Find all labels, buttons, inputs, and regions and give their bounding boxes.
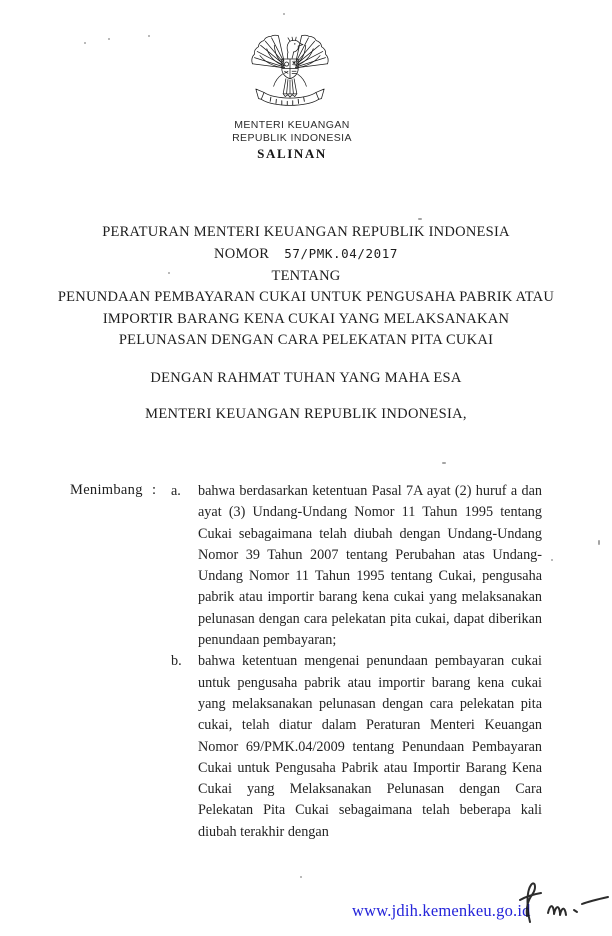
number-value: 57/PMK.04/2017	[284, 246, 398, 262]
about-label: TENTANG	[271, 267, 341, 284]
subject-line-3: PELUNASAN DENGAN CARA PELEKATAN PITA CUKAI	[118, 332, 494, 349]
scan-speck	[418, 218, 422, 220]
jdih-kemenkeu-link[interactable]: www.jdih.kemenkeu.go.id	[352, 901, 531, 920]
scan-speck	[84, 42, 86, 44]
handwritten-pen-mark	[518, 880, 610, 928]
scan-speck	[442, 462, 446, 464]
considering-item-b	[171, 651, 542, 843]
considering-separator: :	[152, 482, 157, 498]
considering-label: Menimbang	[70, 482, 143, 498]
regulation-title-line: PERATURAN MENTERI KEUANGAN REPUBLIK INDONESIA	[102, 224, 510, 240]
item-marker: b.	[171, 653, 182, 670]
number-label: NOMOR	[214, 246, 270, 263]
scan-speck	[108, 38, 110, 40]
considering-items	[171, 481, 542, 843]
scan-speck	[300, 876, 302, 878]
copy-stamp: SALINAN	[257, 146, 327, 161]
regulation-title-block	[3, 222, 609, 351]
invocation-line: DENGAN RAHMAT TUHAN YANG MAHA ESA	[150, 370, 462, 386]
item-text: bahwa berdasarkan ketentuan Pasal 7A ayat (2) huruf a dan ayat (3) Undang-Undang Nomor 11 Tahun 1995 tentang Cukai sebagaimana telah diubah dengan Undang-Undang Nomor 39 Tahun 2007 tentang Perubahan atas Undang-Undang Nomor 11 Tahun 1995 tentang Cukai, pengusaha pabrik atau importir barang kena cukai yang melaksanakan pelunasan dengan cara pelekatan pita cukai, dapat diberikan penundaan pembayaran;	[198, 483, 542, 649]
ministry-name	[142, 119, 442, 144]
ministry-line1: MENTERI KEUANGAN	[234, 119, 350, 131]
scan-speck	[598, 540, 600, 545]
scan-speck	[551, 559, 553, 561]
item-marker: a.	[171, 483, 181, 499]
subject-line-2: IMPORTIR BARANG KENA CUKAI YANG MELAKSANAKAN	[102, 310, 510, 327]
issuer-line: MENTERI KEUANGAN REPUBLIK INDONESIA,	[145, 406, 467, 422]
scan-speck	[283, 13, 285, 15]
garuda-pancasila-emblem	[249, 34, 331, 114]
scan-speck	[148, 35, 150, 37]
regulation-number-line	[3, 243, 609, 265]
subject-line-1: PENUNDAAN PEMBAYARAN CUKAI UNTUK PENGUSAHA PABRIK ATAU	[57, 289, 555, 306]
item-text: bahwa ketentuan mengenai penundaan pembayaran cukai untuk pengusaha pabrik atau importir barang kena cukai yang melaksanakan pelunasan dengan cara pelekatan pita cukai, telah diatur dalam Peraturan Menteri Keuangan Nomor 69/PMK.04/2009 tentang Penundaan Pembayaran Cukai untuk Pengusaha Pabrik atau Importir Barang Kena Cukai yang Melaksanakan Pelunasan dengan Cara Pelekatan Pita Cukai sebagaimana telah beberapa kali diubah terakhir dengan	[198, 653, 542, 840]
ministry-line2: REPUBLIK INDONESIA	[232, 131, 352, 144]
considering-item-a	[171, 481, 542, 651]
scan-speck	[168, 272, 170, 274]
